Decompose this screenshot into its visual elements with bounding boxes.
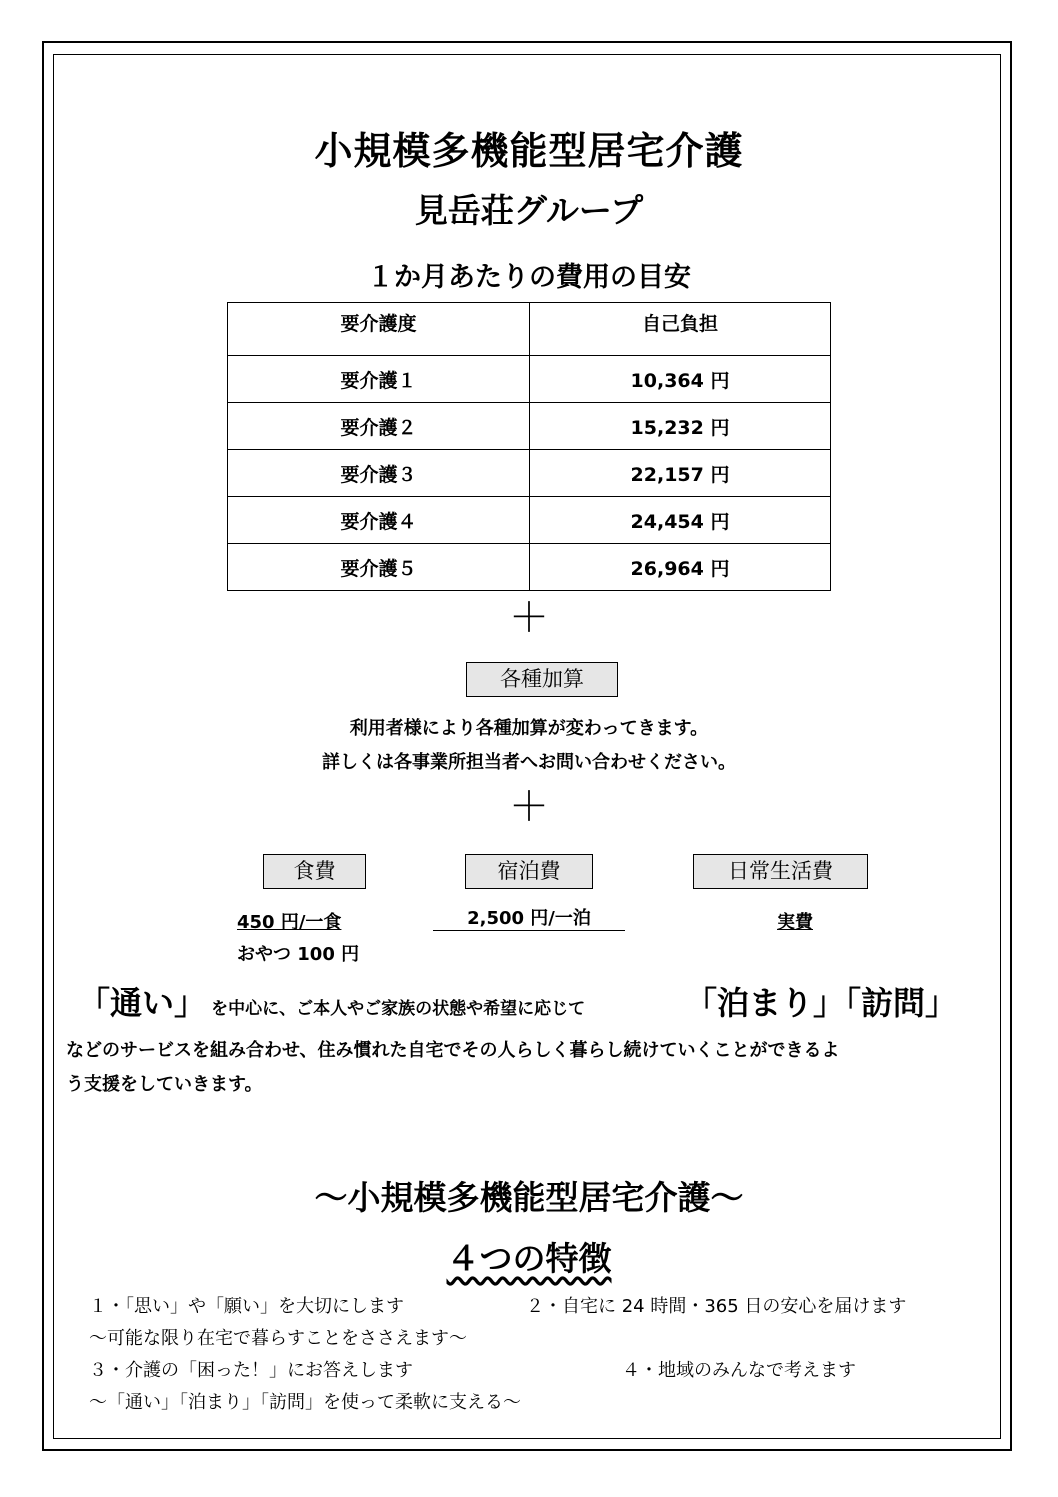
kayoi-keyword: 「通い」: [78, 984, 207, 1022]
plus-icon: ＋: [509, 784, 549, 830]
feature-item-4: ４・地域のみんなで考えます: [622, 1360, 856, 1381]
tomari-houmon-keyword: 「泊まり」「訪問」: [685, 984, 958, 1022]
features-title: ４つの特徴: [446, 1239, 612, 1278]
cost-cell: 15,232 円: [530, 403, 831, 450]
daily-price: 実費: [777, 912, 813, 933]
additions-label-box: 各種加算: [466, 662, 618, 697]
table-row: [228, 497, 831, 544]
description-middle: を中心に、ご本人やご家族の状態や希望に応じて: [211, 999, 586, 1019]
cost-cell: 22,157 円: [530, 450, 831, 497]
page-title: 小規模多機能型居宅介護: [314, 129, 744, 173]
additions-note-line1: 利用者様により各種加算が変わってきます。: [349, 718, 709, 739]
table-row: [228, 450, 831, 497]
care-level-cell: 要介護１: [228, 356, 530, 403]
meal-price: 450 円/一食: [237, 912, 342, 933]
stay-price: 2,500 円/一泊: [433, 908, 625, 931]
column-header-care-level: 要介護度: [228, 303, 530, 356]
cost-cell: 26,964 円: [530, 544, 831, 591]
table-row: [228, 403, 831, 450]
plus-icon: ＋: [509, 595, 549, 641]
care-level-cell: 要介護３: [228, 450, 530, 497]
cost-cell: 10,364 円: [530, 356, 831, 403]
stay-label-box: 宿泊費: [465, 854, 593, 889]
cost-subtitle: １か月あたりの費用の目安: [367, 262, 691, 293]
care-level-cell: 要介護５: [228, 544, 530, 591]
fee-table: [227, 302, 831, 591]
table-header-row: [228, 303, 831, 356]
description-line3: う支援をしていきます。: [66, 1074, 263, 1095]
meal-label-box: 食費: [263, 854, 366, 889]
additions-note-line2: 詳しくは各事業所担当者へお問い合わせください。: [322, 752, 736, 773]
feature-item-1: １・「思い」や「願い」を大切にします: [89, 1296, 404, 1317]
feature-item-2-sub: ～可能な限り在宅で暮らすことをささえます～: [89, 1328, 467, 1349]
cost-cell: 24,454 円: [530, 497, 831, 544]
section-title: ～小規模多機能型居宅介護～: [314, 1178, 744, 1217]
group-name: 見岳荘グループ: [414, 191, 644, 230]
table-row: [228, 356, 831, 403]
table-row: [228, 544, 831, 591]
care-level-cell: 要介護２: [228, 403, 530, 450]
feature-item-2: ２・自宅に 24 時間・365 日の安心を届けます: [526, 1296, 907, 1317]
care-level-cell: 要介護４: [228, 497, 530, 544]
feature-item-3: ３・介護の「困った！」にお答えします: [89, 1360, 413, 1381]
column-header-self-pay: 自己負担: [530, 303, 831, 356]
feature-item-3-sub: ～「通い」「泊まり」「訪問」を使って柔軟に支える～: [89, 1392, 521, 1413]
daily-label-box: 日常生活費: [693, 854, 868, 889]
description-line2: などのサービスを組み合わせ、住み慣れた自宅でその人らしく暮らし続けていくことができるよ: [66, 1040, 840, 1061]
description-line1: [78, 978, 585, 1024]
snack-price: おやつ 100 円: [237, 944, 360, 965]
